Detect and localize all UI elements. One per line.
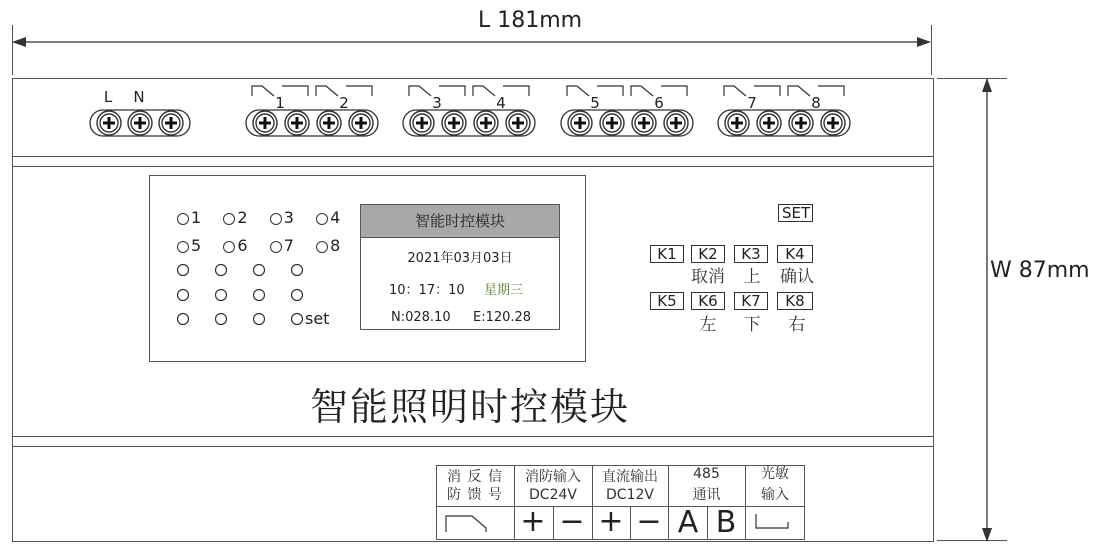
key-k6[interactable]: K6 [691, 292, 725, 310]
key-k7[interactable]: K7 [734, 292, 768, 310]
relay-label-1: 1 [275, 94, 285, 112]
key-k8-caption: 右 [788, 315, 806, 335]
rs485-comm: 通讯 [692, 487, 721, 503]
led-label: 2 [237, 208, 248, 227]
length-label: L 181mm [478, 8, 583, 33]
dc-output-plus: + [598, 504, 624, 539]
lcd-title: 智能时控模块 [361, 205, 559, 238]
terminal-label-n: N [133, 88, 145, 106]
led-indicator [223, 241, 235, 253]
power-terminal-block [90, 110, 190, 136]
key-k7-caption: 下 [743, 315, 761, 335]
led-label: 3 [283, 208, 294, 227]
key-k1[interactable]: K1 [650, 245, 684, 263]
fire-input-minus: − [559, 504, 585, 539]
width-ext-top [937, 78, 1007, 79]
product-name: 智能照明时控模块 [310, 385, 631, 429]
fire-input-voltage: DC24V [529, 487, 577, 503]
dc-output-header: 直流输出 [602, 469, 658, 485]
photo-sensor-icon [756, 514, 788, 528]
width-arrow [980, 76, 994, 544]
dc-output-voltage: DC12V [606, 487, 654, 503]
led-label: 8 [330, 236, 341, 255]
lcd-date: 2021年03月03日 [407, 251, 513, 266]
rs485-a-terminal: A [677, 505, 699, 540]
width-ext-bottom [937, 540, 1007, 541]
length-ext-left [12, 25, 13, 75]
relay-block-1-2 [246, 86, 378, 136]
fire-input-header: 消防输入 [525, 469, 581, 485]
top-divider-2 [12, 166, 934, 167]
relay-block-7-8 [718, 86, 850, 136]
photo-sensor-input: 输入 [761, 487, 789, 503]
relay-label-7: 7 [747, 94, 757, 112]
led-row-2 [177, 236, 340, 255]
led-indicator [177, 213, 189, 225]
led-row-1 [177, 208, 340, 227]
relay-label-4: 4 [496, 94, 506, 112]
key-k2-caption: 取消 [691, 267, 725, 287]
length-ext-right [931, 25, 932, 75]
led-label: 7 [283, 236, 294, 255]
bottom-divider-1 [12, 436, 934, 437]
fire-input-plus: + [520, 504, 546, 539]
key-k5[interactable]: K5 [650, 292, 684, 310]
lcd-weekday: 星期三 [484, 283, 524, 298]
led-label: 1 [191, 208, 202, 227]
photo-sensor-header: 光敏 [761, 466, 789, 482]
length-arrow [10, 35, 935, 49]
led-indicator [316, 213, 328, 225]
led-indicator [270, 213, 282, 225]
led-indicator [223, 213, 235, 225]
led-indicator [177, 241, 189, 253]
key-k4-caption: 确认 [780, 267, 814, 287]
relay-label-8: 8 [811, 94, 821, 112]
rs485-b-terminal: B [715, 505, 737, 540]
top-divider-1 [12, 156, 934, 157]
bottom-divider-2 [12, 446, 934, 447]
width-label: W 87mm [990, 258, 1090, 283]
led-indicator [316, 241, 328, 253]
lcd-time: 10：17：10 [389, 283, 465, 298]
fire-feedback-header-2: 防 馈 号 [447, 487, 503, 503]
led-unlabeled-grid [170, 258, 320, 333]
lcd-e-value: E:120.28 [473, 310, 532, 325]
key-k8[interactable]: K8 [777, 292, 813, 310]
lcd-n-value: N:028.10 [391, 310, 451, 325]
key-k3[interactable]: K3 [734, 245, 768, 263]
led-label: 6 [237, 236, 248, 255]
relay-label-5: 5 [590, 94, 600, 112]
key-k4[interactable]: K4 [777, 245, 813, 263]
lcd-screen [360, 204, 560, 330]
relay-label-2: 2 [339, 94, 349, 112]
key-k3-caption: 上 [743, 267, 761, 287]
fire-feedback-header-1: 消 反 信 [447, 469, 503, 485]
led-label: 5 [191, 236, 202, 255]
led-set-label: set [305, 309, 330, 328]
terminal-label-l: L [103, 88, 113, 106]
relay-block-3-4 [403, 86, 535, 136]
key-k2[interactable]: K2 [691, 245, 725, 263]
key-k6-caption: 左 [699, 315, 717, 335]
feedback-contact-icon [446, 516, 486, 532]
rs485-header: 485 [693, 466, 720, 482]
relay-label-3: 3 [432, 94, 442, 112]
set-key[interactable]: SET [778, 204, 813, 222]
led-indicator [270, 241, 282, 253]
dc-output-minus: − [636, 504, 662, 539]
led-label: 4 [330, 208, 341, 227]
relay-block-5-6 [561, 86, 693, 136]
relay-label-6: 6 [654, 94, 664, 112]
